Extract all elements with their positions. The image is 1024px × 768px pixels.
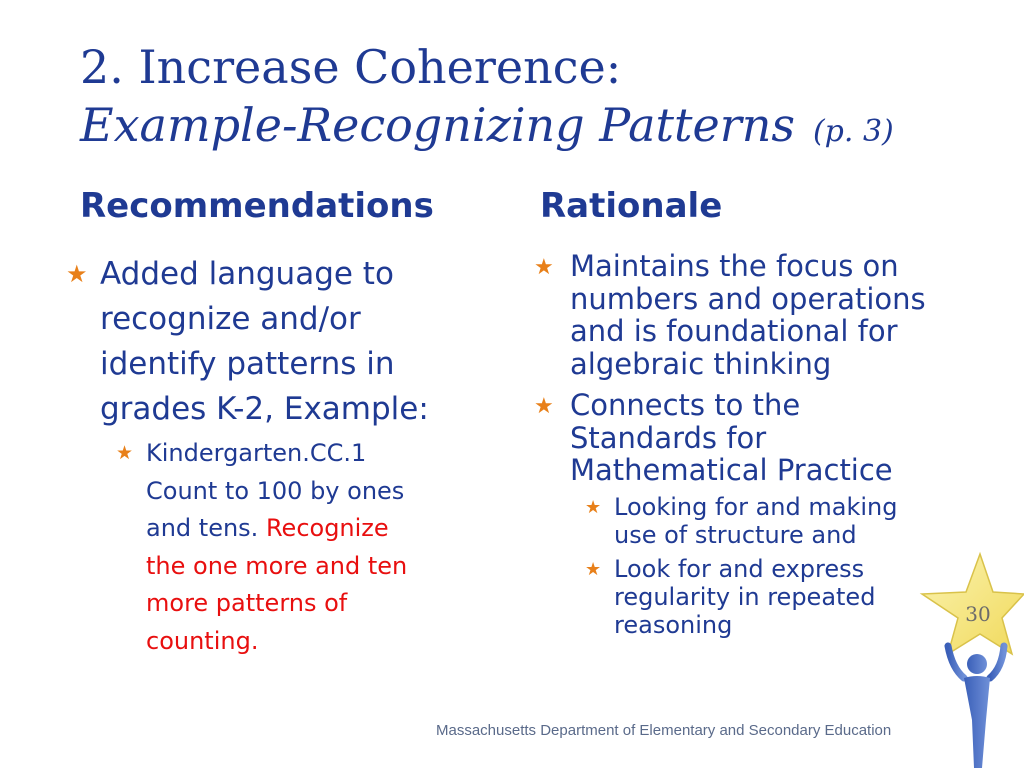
title-line-2 (80, 96, 894, 161)
slide-title (80, 38, 894, 161)
practice-sub-bullet-2: Look for and express regularity in repeated reasoning (614, 555, 876, 639)
rationale-bullet-1: Maintains the focus on numbers and operations and is foundational for algebraic thinking (570, 249, 926, 381)
star-bullet-icon: ★ (66, 260, 88, 288)
star-sub-bullet-icon: ★ (116, 442, 134, 464)
page-reference: (p. 3) (812, 114, 894, 149)
kindergarten-example: Kindergarten.CC.1 Count to 100 by ones and tens. Recognize the one more and ten more patterns of counting. (146, 439, 408, 655)
rationale-heading: Rationale (540, 186, 723, 226)
footer-text: Massachusetts Department of Elementary and Secondary Education (436, 722, 892, 739)
star-bullet-icon: ★ (534, 255, 554, 280)
recommendation-bullet: Added language to recognize and/or identify patterns in grades K-2, Example: (100, 256, 429, 427)
recommendations-heading: Recommendations (80, 186, 434, 226)
page-number: 30 (965, 602, 991, 626)
practice-sub-bullet-1: Looking for and making use of structure and (614, 493, 898, 549)
star-bullet-icon: ★ (534, 394, 554, 419)
star-person-logo-icon (918, 550, 1024, 768)
title-line-2-text: Example-Recognizing Patterns (80, 98, 795, 152)
highlight-text: Recognize (265, 514, 389, 542)
star-sub-bullet-icon: ★ (585, 497, 602, 518)
title-line-1: 2. Increase Coherence: (80, 40, 622, 94)
rationale-bullet-2: Connects to the Standards for Mathematical Practice (570, 388, 893, 487)
star-sub-bullet-icon: ★ (585, 559, 602, 580)
